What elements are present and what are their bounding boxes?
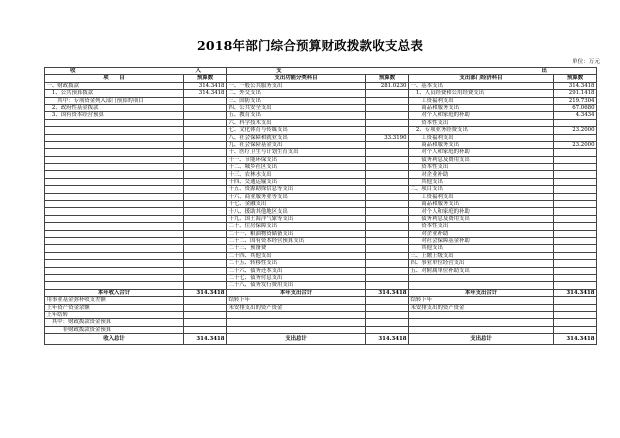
func-budget-cell [366,127,409,134]
func-budget-cell [366,178,409,185]
econ-item-cell: 商品和服务支出 [409,201,554,208]
func-item-cell [227,319,366,326]
income-item-cell [45,149,184,156]
page-title: 2018年部门综合预算财政拨款收支总表 [196,38,424,53]
income-budget-cell [184,97,227,104]
econ-budget-cell [554,156,597,163]
func-budget-cell [366,230,409,237]
grand-econ-total-label: 支出总计 [409,334,554,345]
func-item-cell: 十九、国土海洋气象等支出 [227,215,366,222]
func-item-cell: 五、教育支出 [227,112,366,119]
table-row [45,274,597,281]
income-item-cell [45,282,184,289]
income-item-cell [45,215,184,222]
table-row [45,186,597,193]
econ-budget-cell [554,267,597,274]
income-budget-cell [184,208,227,215]
table-row [45,127,597,134]
func-budget-cell [366,149,409,156]
econ-item-cell: 工资福利支出 [409,97,554,104]
econ-budget-cell [554,282,597,289]
table-row [45,119,597,126]
func-budget-cell [366,260,409,267]
func-item-cell: 二十二、国有资本经营预算支出 [227,237,366,244]
income-item-cell [45,223,184,230]
econ-budget-cell [554,252,597,259]
econ-item-cell [409,326,554,333]
func-item-cell: 二十五、转移性支出 [227,260,366,267]
income-item-cell [45,119,184,126]
econ-budget-cell: 291.1418 [554,90,597,97]
econ-item-cell: 工资福利支出 [409,134,554,141]
income-item-cell: 非财政拨款资金预算 [45,326,184,333]
year-econ-total-value: 314.3418 [554,289,597,296]
income-item-cell: 一、财政拨款 [45,82,184,89]
income-item-cell: 其中：专项资金列入部门预算的项目 [45,97,184,104]
econ-item-cell: 资本性支出 [409,223,554,230]
table-row [45,282,597,289]
econ-budget-cell: 314.3418 [554,82,597,89]
income-budget-cell [184,149,227,156]
budget-table [44,67,597,345]
income-item-cell [45,134,184,141]
econ-item-cell: 商品和服务支出 [409,104,554,111]
func-item-cell: 六、科学技术支出 [227,119,366,126]
econ-budget-cell [554,201,597,208]
col-econ-class: 支出部门经济科目 [409,75,554,82]
income-item-cell [45,186,184,193]
grand-total-row [45,334,597,345]
income-budget-cell [184,319,227,326]
income-group-header: 收 入 [45,68,227,75]
col-budget-func: 预算数 [366,75,409,82]
table-row [45,245,597,252]
func-item-cell: 十四、交通运输支出 [227,178,366,185]
econ-budget-cell [554,171,597,178]
func-budget-cell [366,245,409,252]
econ-budget-cell: 219.7304 [554,97,597,104]
year-total-row [45,289,597,296]
func-item-cell: 十六、商业服务业等支出 [227,193,366,200]
func-budget-cell [366,193,409,200]
income-item-cell [45,252,184,259]
income-item-cell: 1、公共预算拨款 [45,90,184,97]
econ-budget-cell [554,245,597,252]
income-item-cell: 其中：财政拨款资金预算 [45,319,184,326]
func-budget-cell [366,208,409,215]
func-budget-cell [366,297,409,304]
econ-item-cell: 对企业补助 [409,171,554,178]
func-item-cell: 三、国防支出 [227,97,366,104]
func-budget-cell [366,326,409,333]
econ-item-cell: 债务利息及费用支出 [409,156,554,163]
func-item-cell: 二十八、债务发行费用支出 [227,282,366,289]
income-budget-cell [184,127,227,134]
econ-item-cell: 资本性支出 [409,119,554,126]
econ-item-cell: 三、上缴上级支出 [409,252,554,259]
income-item-cell [45,201,184,208]
func-budget-cell [366,252,409,259]
income-budget-cell [184,237,227,244]
income-budget-cell [184,282,227,289]
econ-budget-cell [554,319,597,326]
extra-row [45,297,597,304]
econ-budget-cell [554,311,597,318]
econ-budget-cell [554,119,597,126]
func-budget-cell [366,156,409,163]
func-budget-cell [366,186,409,193]
income-item-cell [45,171,184,178]
income-item-cell [45,127,184,134]
econ-budget-cell [554,149,597,156]
econ-budget-cell: 23.2000 [554,127,597,134]
econ-budget-cell [554,178,597,185]
unit-label: 单位：万元 [572,59,600,65]
year-func-total-label: 本年支出合计 [227,289,366,296]
econ-budget-cell [554,260,597,267]
table-row [45,223,597,230]
year-econ-total-label: 本年支出合计 [409,289,554,296]
table-row [45,201,597,208]
income-item-cell [45,245,184,252]
econ-item-cell: 债务利息及费用支出 [409,215,554,222]
func-budget-cell [366,97,409,104]
econ-item-cell: 对个人和家庭的补助 [409,112,554,119]
table-row [45,267,597,274]
func-budget-cell [366,223,409,230]
income-item-cell [45,274,184,281]
econ-budget-cell [554,164,597,171]
grand-econ-total-value: 314.3418 [554,334,597,345]
income-item-cell [45,260,184,267]
group-header-row [45,68,597,75]
func-budget-cell [366,282,409,289]
income-budget-cell [184,223,227,230]
grand-func-total-label: 支出总计 [227,334,366,345]
income-item-cell: 2、政府性基金拨款 [45,104,184,111]
func-item-cell: 七、文化体育与传媒支出 [227,127,366,134]
func-item-cell: 二、外交支出 [227,90,366,97]
extra-row [45,311,597,318]
func-budget-cell [366,112,409,119]
econ-item-cell: 四、事业单位经营支出 [409,260,554,267]
table-row [45,112,597,119]
econ-item-cell [409,282,554,289]
table-row [45,104,597,111]
income-budget-cell [184,311,227,318]
year-income-total-label: 本年收入合计 [45,289,184,296]
func-budget-cell: 281.0230 [366,82,409,89]
income-item-cell [45,141,184,148]
income-budget-cell [184,186,227,193]
table-row [45,171,597,178]
econ-item-cell [409,319,554,326]
income-item-cell: 用事业基金弥补收支差额 [45,297,184,304]
income-item-cell: 3、国有资本经营预算 [45,112,184,119]
extra-row [45,319,597,326]
econ-budget-cell [554,215,597,222]
func-budget-cell [366,90,409,97]
income-item-cell [45,156,184,163]
income-budget-cell [184,104,227,111]
func-budget-cell [366,201,409,208]
econ-item-cell: 结转下年 [409,297,554,304]
func-item-cell: 二十三、预备费 [227,245,366,252]
col-budget-econ: 预算数 [554,75,597,82]
income-item-cell: 上年资产资金余额 [45,304,184,311]
year-income-total-value: 314.3418 [184,289,227,296]
econ-item-cell: 1、人员经费和公用经费支出 [409,90,554,97]
func-item-cell: 结转下年 [227,297,366,304]
func-item-cell: 二十四、其他支出 [227,252,366,259]
func-budget-cell [366,304,409,311]
func-item-cell: 十一、节能环保支出 [227,156,366,163]
table-row [45,90,597,97]
func-budget-cell: 33.3190 [366,134,409,141]
table-row [45,237,597,244]
func-budget-cell [366,267,409,274]
func-item-cell [227,326,366,333]
func-budget-cell [366,311,409,318]
table-row [45,208,597,215]
income-budget-cell [184,134,227,141]
econ-item-cell: 其他支出 [409,178,554,185]
table-row [45,149,597,156]
col-budget-income: 预算数 [184,75,227,82]
extra-row [45,326,597,333]
income-budget-cell [184,164,227,171]
income-budget-cell [184,230,227,237]
econ-item-cell: 资本性支出 [409,164,554,171]
func-budget-cell [366,215,409,222]
income-item-cell [45,230,184,237]
econ-item-cell [409,274,554,281]
func-item-cell: 八、社会保障和就业支出 [227,134,366,141]
econ-budget-cell: 4.3434 [554,112,597,119]
func-budget-cell [366,171,409,178]
table-row [45,97,597,104]
expend-group-header: 支 出 [227,68,597,75]
table-row [45,260,597,267]
income-budget-cell [184,193,227,200]
income-item-cell [45,193,184,200]
econ-item-cell: 2、专项业务经费支出 [409,127,554,134]
func-item-cell: 二十、住房保障支出 [227,223,366,230]
table-row [45,141,597,148]
econ-item-cell: 对个人和家庭的补助 [409,208,554,215]
income-budget-cell [184,245,227,252]
func-item-cell: 九、社会保险基金支出 [227,141,366,148]
econ-item-cell: 工资福利支出 [409,193,554,200]
income-budget-cell [184,215,227,222]
table-row [45,215,597,222]
income-item-cell [45,237,184,244]
income-budget-cell [184,119,227,126]
func-item-cell: 一、一般公共服务支出 [227,82,366,89]
table-row [45,134,597,141]
func-item-cell: 二十六、债务还本支出 [227,267,366,274]
econ-item-cell: 对个人和家庭的补助 [409,149,554,156]
econ-item-cell: 商品和服务支出 [409,141,554,148]
econ-item-cell: 五、对附属单位补助支出 [409,267,554,274]
income-budget-cell [184,267,227,274]
func-item-cell [227,311,366,318]
func-budget-cell [366,319,409,326]
econ-budget-cell [554,230,597,237]
econ-budget-cell [554,208,597,215]
income-budget-cell [184,141,227,148]
table-row [45,193,597,200]
econ-budget-cell [554,186,597,193]
func-item-cell: 十二、城乡社区支出 [227,164,366,171]
econ-item-cell: 一、基本支出 [409,82,554,89]
func-item-cell: 十、医疗卫生与计划生育支出 [227,149,366,156]
col-item: 项 目 [45,75,184,82]
func-budget-cell [366,237,409,244]
year-func-total-value: 314.3418 [366,289,409,296]
econ-budget-cell [554,193,597,200]
income-budget-cell [184,297,227,304]
table-row [45,178,597,185]
econ-item-cell: 二、项目支出 [409,186,554,193]
income-budget-cell: 314.3418 [184,90,227,97]
func-item-cell: 四、公共安全支出 [227,104,366,111]
econ-budget-cell [554,274,597,281]
grand-func-total-value: 314.3418 [366,334,409,345]
func-item-cell: 二十七、债务付息支出 [227,274,366,281]
func-budget-cell [366,274,409,281]
income-item-cell: 上年结转 [45,311,184,318]
func-budget-cell [366,104,409,111]
func-item-cell: 十七、金融支出 [227,201,366,208]
econ-budget-cell [554,326,597,333]
income-budget-cell [184,156,227,163]
column-header-row [45,75,597,82]
col-func-class: 支出功能分类科目 [227,75,366,82]
econ-budget-cell [554,237,597,244]
grand-income-total-label: 收入总计 [45,334,184,345]
econ-item-cell [409,311,554,318]
income-budget-cell [184,171,227,178]
econ-budget-cell [554,304,597,311]
extra-row [45,304,597,311]
table-row [45,252,597,259]
income-budget-cell: 314.3418 [184,82,227,89]
income-item-cell [45,178,184,185]
income-item-cell [45,208,184,215]
income-budget-cell [184,112,227,119]
grand-income-total-value: 314.3418 [184,334,227,345]
econ-item-cell: 对社会保障基金补助 [409,237,554,244]
func-item-cell: 十三、农林水支出 [227,171,366,178]
econ-item-cell: 未安排支出的资产资金 [409,304,554,311]
table-row [45,164,597,171]
func-budget-cell [366,141,409,148]
income-budget-cell [184,304,227,311]
income-item-cell [45,164,184,171]
func-item-cell: 二十一、粮油物资储备支出 [227,230,366,237]
func-budget-cell [366,164,409,171]
econ-item-cell: 对企业补助 [409,230,554,237]
func-item-cell: 十八、援助其他地区支出 [227,208,366,215]
econ-item-cell: 其他支出 [409,245,554,252]
income-item-cell [45,267,184,274]
income-budget-cell [184,252,227,259]
table-row [45,230,597,237]
func-item-cell: 十五、资源勘探信息等支出 [227,186,366,193]
func-item-cell: 未安排支出的资产资金 [227,304,366,311]
func-budget-cell [366,119,409,126]
income-budget-cell [184,178,227,185]
econ-budget-cell [554,134,597,141]
income-budget-cell [184,260,227,267]
income-budget-cell [184,201,227,208]
table-row [45,82,597,89]
econ-budget-cell [554,297,597,304]
econ-budget-cell: 23.2000 [554,141,597,148]
econ-budget-cell [554,223,597,230]
table-row [45,156,597,163]
income-budget-cell [184,326,227,333]
income-budget-cell [184,274,227,281]
econ-budget-cell: 67.0680 [554,104,597,111]
